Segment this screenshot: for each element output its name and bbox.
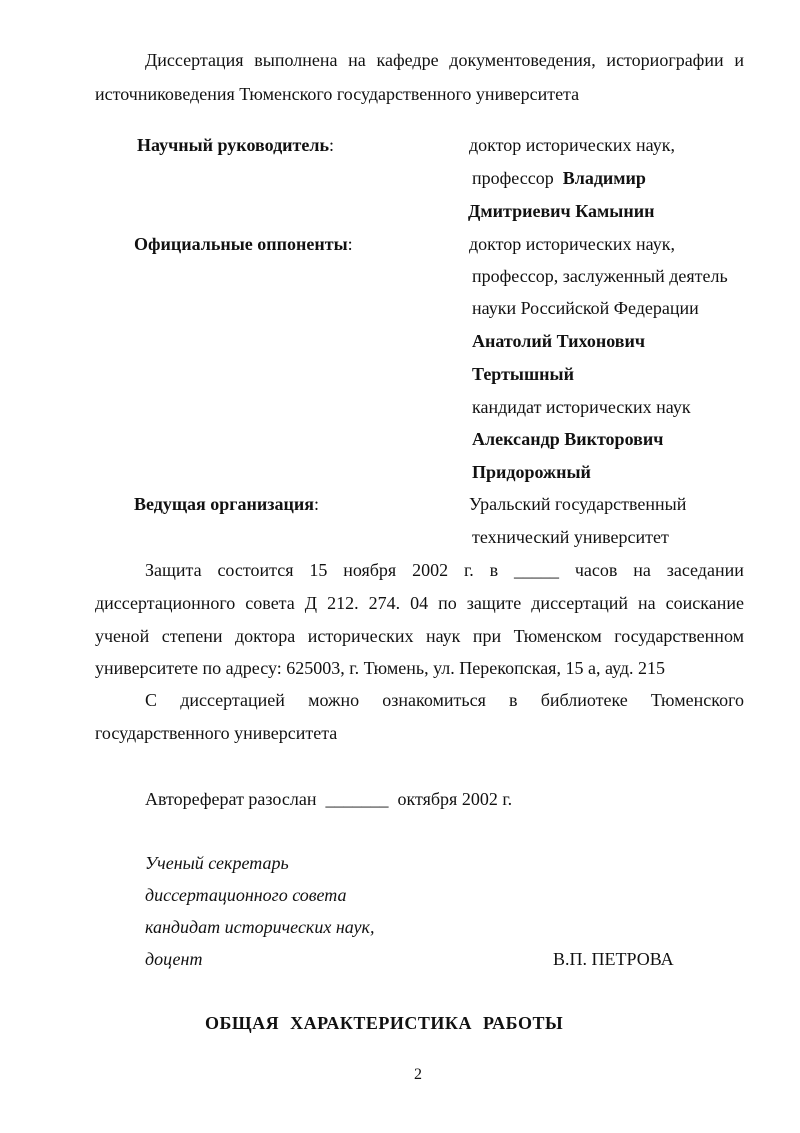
supervisor-name-first: Владимир [562, 168, 646, 188]
opponent-1-name: Анатолий Тихонович [472, 331, 646, 351]
leading-org-label: Ведущая организация [134, 494, 314, 514]
supervisor-label: Научный руководитель [137, 135, 329, 155]
defense-word: г. [463, 560, 474, 580]
defense-word: 15 [309, 560, 328, 580]
opponent-2-surname: Придорожный [472, 462, 591, 482]
leading-org-colon: : [313, 494, 319, 514]
page-number: 2 [414, 1066, 422, 1083]
supervisor-colon: : [329, 135, 335, 155]
opponent-1-surname: Тертышный [472, 364, 574, 384]
supervisor-name-rest: Дмитриевич Камынин [468, 201, 655, 221]
intro-line-2: источниковедения Тюменского государственного университета [95, 84, 580, 104]
supervisor-label-row [137, 134, 334, 156]
opponents-label: Официальные оппоненты [134, 234, 348, 254]
intro-line-1: Диссертация выполнена на кафедре документоведения, историографии и [145, 50, 744, 70]
secretary-title-2: диссертационного совета [145, 885, 347, 905]
library-line-1: С диссертацией можно ознакомиться в библиотеке Тюменского [145, 690, 744, 710]
supervisor-title: профессор [472, 168, 554, 188]
abstract-sent-text: Автореферат разослан [145, 789, 317, 809]
secretary-name: В.П. ПЕТРОВА [553, 949, 674, 969]
secretary-title-4: доцент [145, 949, 203, 969]
opponent-1-degree: доктор исторических наук, [469, 234, 675, 254]
abstract-sent-row [145, 788, 512, 810]
opponents-colon: : [347, 234, 353, 254]
defense-word: часов [574, 560, 618, 580]
secretary-title-1: Ученый секретарь [145, 853, 289, 873]
section-heading: ОБЩАЯ ХАРАКТЕРИСТИКА РАБОТЫ [205, 1013, 564, 1033]
defense-word: в [489, 560, 499, 580]
defense-word: заседании [666, 560, 744, 580]
defense-line-1 [145, 559, 744, 581]
defense-word: 2002 [412, 560, 449, 580]
defense-line-3: ученой степени доктора исторических наук при Тюменском государственном [95, 626, 744, 646]
defense-word: на [633, 560, 651, 580]
abstract-sent-blank: _______ [325, 789, 389, 809]
opponent-2-degree: кандидат исторических наук [472, 397, 691, 417]
leading-org-name-cont: технический университет [472, 527, 669, 547]
supervisor-degree: доктор исторических наук, [469, 135, 675, 155]
defense-word: ноября [343, 560, 397, 580]
secretary-title-3: кандидат исторических наук, [145, 917, 375, 937]
defense-line-2: диссертационного совета Д 212. 274. 04 по защите диссертаций на соискание [95, 593, 744, 613]
leading-org-label-row [134, 493, 319, 515]
defense-word: Защита [145, 560, 202, 580]
defense-time-blank: _____ [514, 560, 560, 580]
library-line-2: государственного университета [95, 723, 338, 743]
defense-word: состоится [217, 560, 294, 580]
defense-line-4: университете по адресу: 625003, г. Тюмень, ул. Перекопская, 15 а, ауд. 215 [95, 658, 666, 678]
opponent-1-title-cont: науки Российской Федерации [472, 298, 699, 318]
abstract-sent-date: октября 2002 г. [397, 789, 513, 809]
supervisor-title-row [472, 167, 646, 189]
opponents-label-row [134, 233, 353, 255]
opponent-2-name: Александр Викторович [472, 429, 664, 449]
leading-org-name: Уральский государственный [469, 494, 687, 514]
opponent-1-title: профессор, заслуженный деятель [472, 266, 728, 286]
